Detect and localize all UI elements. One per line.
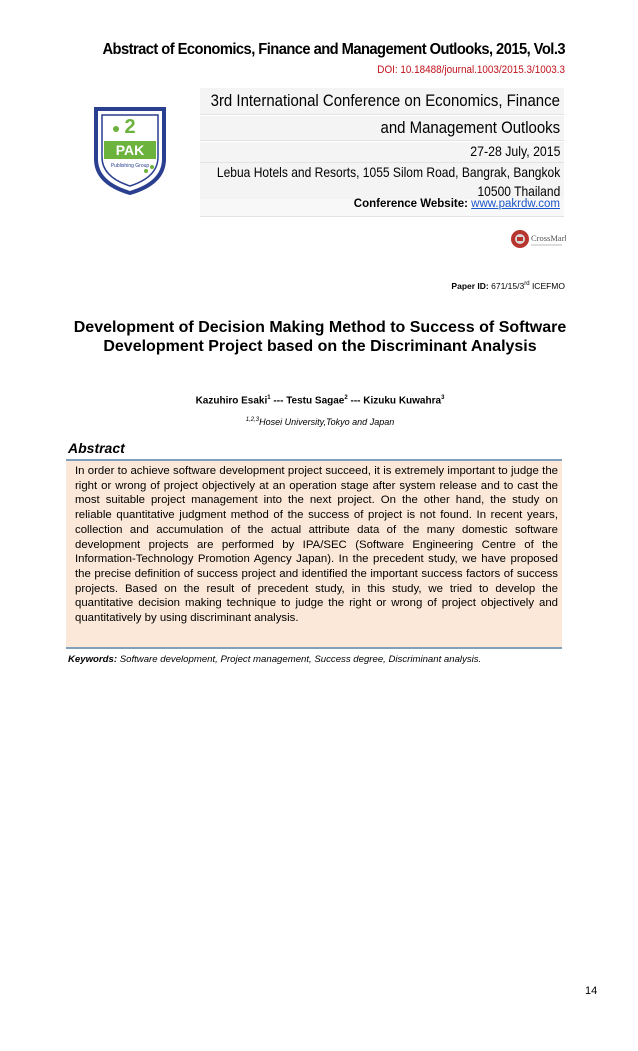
pak-publishing-logo [90,103,170,195]
keywords [68,654,568,665]
conference-name-line2: and Management Outlooks [380,118,560,137]
authors: Kazuhiro Esaki$^1$ --- Testu Sagae$^2$ --- Kizuku Kuwahra$^3$ [195,395,445,407]
paper-id-label: Paper ID: [451,281,489,291]
conference-band-3 [200,142,564,163]
keywords-text: Software development, Project management, Success degree, Discriminant analysis. [119,654,482,665]
journal-title: Abstract of Economics, Finance and Management Outlooks, 2015, Vol.3 [102,41,565,58]
conference-dates: 27-28 July, 2015 [469,143,560,159]
author-separator: --- [273,395,284,407]
affiliation-sup: 1,2,3 [245,417,260,423]
affiliation-text: Hosei University,Tokyo and Japan [259,417,395,427]
paper-id-sup: rd [524,281,530,288]
paper-title: Development of Decision Making Method to Success of Software Development Project based on the Discriminant Analysis [73,319,567,355]
svg-text:2: 2 [124,116,136,138]
abstract-heading: Abstract [68,440,125,456]
author-2: Testu Sagae [286,395,345,407]
paper-id-value: 671/15/3 [491,281,525,291]
affiliation [70,417,570,427]
page-number: 14 [585,985,598,997]
paper-id-suffix: ICEFMO [531,281,565,291]
author-1: Kazuhiro Esaki [195,395,268,407]
conference-band-2 [200,116,564,141]
conference-website [354,198,560,210]
keywords-label: Keywords: [68,654,118,665]
conference-venue-line2: 10500 Thailand [477,183,560,199]
conference-website-link[interactable]: www.pakrdw.com [471,198,560,210]
crossmark-badge[interactable] [510,228,566,250]
logo-subtext: Publishing Group [110,163,150,169]
author-3: Kizuku Kuwahra [363,395,442,407]
paper-id [380,281,565,291]
conference-website-label: Conference Website: [353,198,468,210]
logo-text: PAK [115,142,145,158]
conference-band-1 [200,88,564,115]
journal-doi: DOI: 10.18488/journal.1003/2015.3/1003.3 [377,64,565,76]
abstract-text: In order to achieve software development project succeed, it is extremely important to judge the right or wrong of project objectively at an operation stage after system release and to cast the most suitable project management into the next project. On the other hand, the study on reliable quantitative judgment method of the success of project is not found. In recent years, collection and accumulation of the actual attribute data of the many domestic software development projects are performed by IPA/SEC (Software Engineering Centre of the Information-Technology Promotion Agency Japan). In the precedent study, we have proposed the precise definition of success project and identified the important success factors of success projects. Based on the result of precedent study, in this study, we tried to develop the quantitative decision making technique to judge the right or wrong of project objectively and quantitatively by using discriminant analysis. [75,465,558,625]
crossmark-label: CrossMark [531,233,566,243]
conference-band-4 [200,163,564,184]
conference-name-line1: 3rd International Conference on Economics, Finance [210,91,560,110]
author-separator: --- [350,395,361,407]
conference-venue-line1: Lebua Hotels and Resorts, 1055 Silom Road, Bangrak, Bangkok [216,164,560,180]
